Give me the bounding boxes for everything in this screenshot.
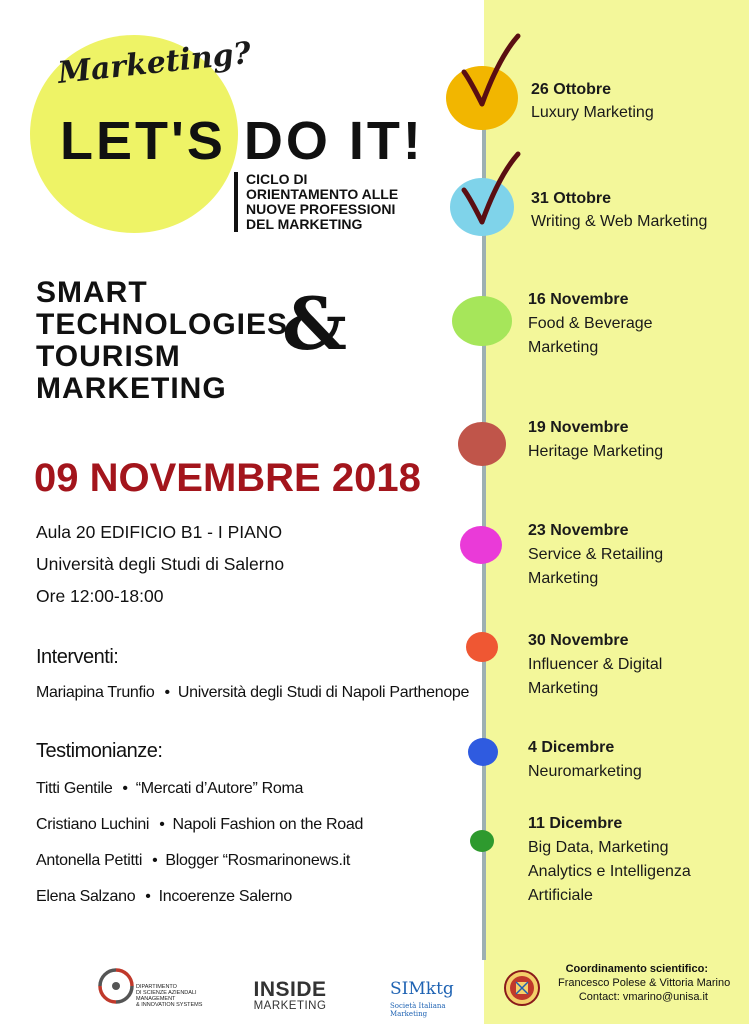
credit-heading: Coordinamento scientifico: (565, 963, 708, 975)
bullet: • (159, 816, 165, 833)
timeline-date: 26 Ottobre (531, 81, 612, 98)
timeline-date: 23 Novembre (528, 522, 629, 539)
speaker-row (36, 684, 469, 702)
simktg-logo (390, 980, 460, 1022)
timeline-dot (452, 296, 512, 346)
simktg-sub: Marketing (390, 1010, 428, 1018)
timeline-date: 16 Novembre (528, 291, 629, 308)
inside-marketing-sub: MARKETING (253, 1000, 327, 1012)
timeline-date: 4 Dicembre (528, 739, 615, 756)
venue-room: Aula 20 EDIFICIO B1 - I PIANO (36, 522, 283, 542)
speaker-name: Titti Gentile (36, 780, 113, 797)
bullet: • (145, 888, 151, 905)
timeline-topic (531, 210, 707, 234)
event-date: 09 NOVEMBRE 2018 (34, 456, 421, 500)
dipartimento-text-line: DI SCIENZE AZIENDALI (136, 990, 197, 996)
speaker-name: Mariapina Trunfio (36, 684, 155, 701)
timeline-dot (458, 422, 506, 466)
timeline-topic-line: Neuromarketing (528, 763, 642, 780)
speaker-row (36, 852, 350, 870)
simktg-sub: Società Italiana (390, 1002, 446, 1010)
speaker-affiliation: Blogger “Rosmarinonews.it (165, 852, 350, 869)
university-seal-logo (504, 968, 540, 1008)
dipartimento-text (136, 984, 202, 1008)
interventi-heading: Interventi: (36, 646, 119, 668)
speaker-affiliation: Incoerenze Salerno (158, 888, 292, 905)
timeline-topic-line: Big Data, Marketing (528, 839, 669, 856)
venue-time: Ore 12:00-18:00 (36, 586, 164, 606)
timeline-topic-line: Marketing (528, 570, 599, 587)
timeline-dot (470, 830, 494, 852)
timeline-topic-line: Heritage Marketing (528, 443, 664, 460)
subtitle-line: DEL MARKETING (246, 216, 363, 232)
timeline-topic-line: Marketing (528, 680, 599, 697)
venue-university: Università degli Studi di Salerno (36, 554, 285, 574)
timeline-topic-line: Food & Beverage (528, 315, 653, 332)
speaker-row (36, 888, 292, 906)
timeline-topic (528, 543, 663, 591)
timeline-topic-line: Marketing (528, 339, 599, 356)
event-title-line: TOURISM (36, 340, 181, 373)
timeline-topic (531, 101, 654, 125)
timeline-topic-line: Artificiale (528, 887, 593, 904)
speaker-name: Cristiano Luchini (36, 816, 150, 833)
timeline-date: 19 Novembre (528, 419, 629, 436)
timeline-topic (528, 312, 653, 360)
bullet: • (122, 780, 128, 797)
subtitle-line: ORIENTAMENTO ALLE (246, 186, 399, 202)
kicker-text: Marketing? (56, 35, 253, 91)
inside-marketing-logo (248, 980, 332, 1016)
credit-names: Francesco Polese & Vittoria Marino (558, 977, 731, 989)
event-title-line: MARKETING (36, 372, 227, 405)
venue-info (36, 516, 284, 612)
timeline-dot (460, 526, 502, 564)
subtitle (246, 172, 398, 232)
dipartimento-text-line: DIPARTIMENTO (136, 984, 177, 990)
event-title-line: TECHNOLOGIES (36, 308, 289, 341)
speaker-row (36, 816, 363, 834)
subtitle-line: NUOVE PROFESSIONI (246, 201, 396, 217)
timeline-date: 31 Ottobre (531, 190, 612, 207)
event-title (36, 277, 288, 405)
subtitle-divider (234, 172, 238, 232)
checkmark-icon (458, 32, 522, 110)
headline: LET'S DO IT! (60, 111, 424, 171)
timeline-date: 11 Dicembre (528, 815, 623, 832)
timeline-topic-line: Analytics e Intelligenza (528, 863, 691, 880)
timeline-topic-line: Influencer & Digital (528, 656, 663, 673)
credit-contact: Contact: vmarino@unisa.it (578, 991, 708, 1003)
event-title-line: SMART (36, 276, 148, 309)
timeline-dot (466, 632, 498, 662)
timeline-topic (528, 440, 663, 464)
speaker-row (36, 780, 303, 798)
timeline-topic-line: Writing & Web Marketing (531, 213, 708, 230)
inside-marketing-word: INSIDE (253, 978, 327, 1001)
subtitle-line: CICLO DI (246, 171, 308, 187)
footer-credit (558, 962, 731, 1004)
dipartimento-text-line: MANAGEMENT (136, 996, 176, 1002)
speaker-name: Antonella Petitti (36, 852, 143, 869)
bullet: • (152, 852, 158, 869)
timeline-topic (528, 760, 642, 784)
timeline-topic-line: Luxury Marketing (531, 104, 654, 121)
timeline-date: 30 Novembre (528, 632, 629, 649)
dipartimento-emblem-icon (96, 966, 136, 1006)
speaker-affiliation: Napoli Fashion on the Road (172, 816, 364, 833)
timeline-dot (468, 738, 498, 766)
bullet: • (164, 684, 170, 701)
speaker-name: Elena Salzano (36, 888, 136, 905)
checkmark-icon (458, 150, 522, 228)
timeline-topic (528, 836, 691, 908)
simktg-wordmark: SIMktg (390, 979, 454, 999)
timeline-topic (528, 653, 662, 701)
dipartimento-text-line: & INNOVATION SYSTEMS (136, 1002, 203, 1008)
timeline-topic-line: Service & Retailing (528, 546, 664, 563)
dipartimento-logo (96, 966, 236, 1014)
ampersand: & (282, 281, 348, 366)
speaker-affiliation: “Mercati d’Autore” Roma (135, 780, 304, 797)
speaker-affiliation: Università degli Studi di Napoli Parthenope (177, 684, 470, 701)
testimonianze-heading: Testimonianze: (36, 740, 163, 762)
